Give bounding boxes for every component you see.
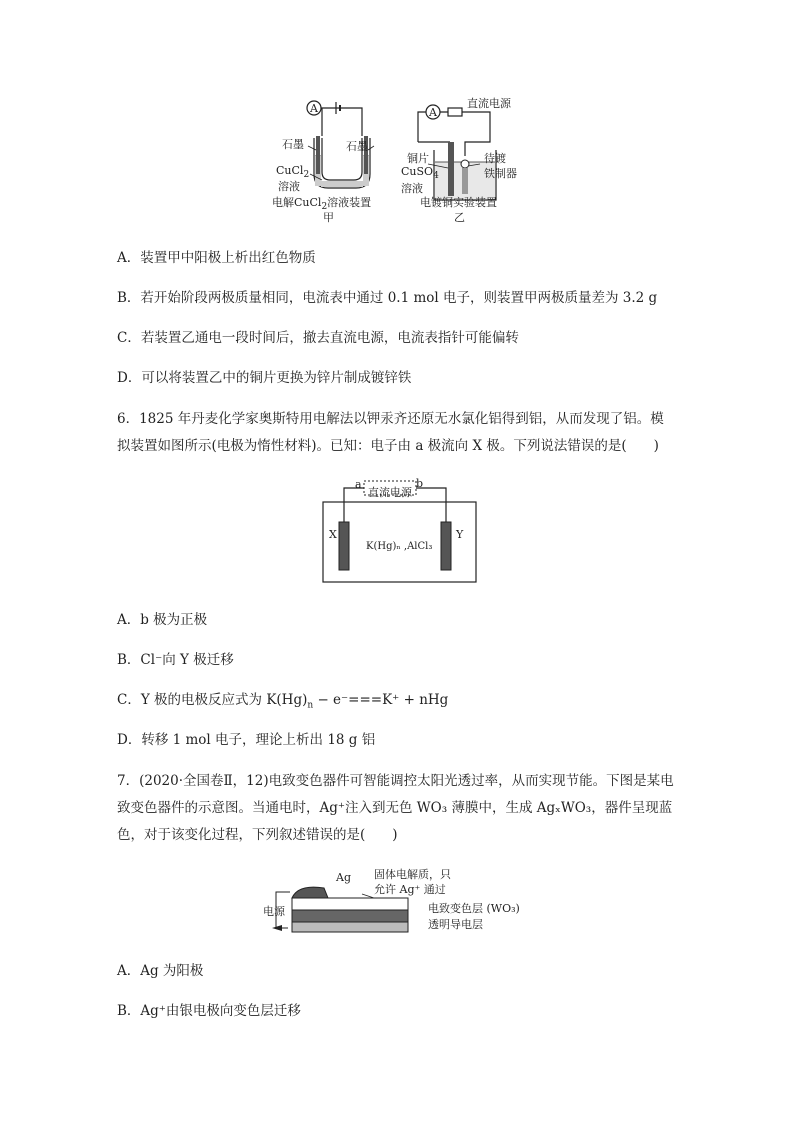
yi-solution-word: 溶液 — [401, 182, 423, 195]
q5-option-d: D．可以将装置乙中的铜片更换为锌片制成镀锌铁 — [117, 370, 412, 386]
q6-figure-a: a — [355, 478, 362, 491]
q7-figure-ag: Ag — [336, 871, 351, 884]
q5-option-c: C．若装置乙通电一段时间后，撤去直流电源，电流表指针可能偏转 — [117, 330, 519, 346]
q7-figure-electrolyte-1: 固体电解质，只 — [374, 868, 451, 881]
q7-option-a: A．Ag 为阳极 — [117, 963, 204, 979]
q6-figure-power: 直流电源 — [368, 486, 412, 499]
yi-target-label-1: 待镀 — [484, 152, 506, 165]
q5-option-a: A．装置甲中阳极上析出红色物质 — [117, 250, 316, 266]
yi-caption-name: 乙 — [454, 211, 465, 224]
q7-figure-power: 电源 — [263, 905, 285, 918]
q5-option-b: B．若开始阶段两极质量相同，电流表中通过 0.1 mol 电子，则装置甲两极质量差为 3.2 g — [117, 290, 658, 306]
q6-figure-electrolyte: K(Hg)ₙ ,AlCl₃ — [366, 541, 433, 552]
jia-left-electrode-label: 石墨 — [282, 138, 304, 151]
q6-stem-line-1: 6．1825 年丹麦化学家奥斯特用电解法以钾汞齐还原无水氯化铝得到铝，从而发现了铝。模 — [117, 411, 664, 427]
q6-figure-x: X — [329, 528, 337, 541]
q6-option-d: D．转移 1 mol 电子，理论上析出 18 g 铝 — [117, 732, 376, 748]
jia-caption: 电解CuCl$_2$溶液装置 — [272, 196, 372, 213]
q6-figure-b: b — [416, 477, 424, 490]
yi-solution-label: CuSO$_4$ — [401, 165, 439, 182]
q6-option-a: A．b 极为正极 — [117, 612, 208, 628]
q7-figure-layer-1: 电致变色层 (WO₃) — [428, 902, 520, 915]
q7-stem-line-2: 致变色器件的示意图。当通电时，Ag⁺注入到无色 WO₃ 薄膜中，生成 AgₓWO₃，器件呈现蓝 — [117, 800, 673, 816]
q6-option-b: B．Cl⁻向 Y 极迁移 — [117, 652, 234, 668]
q7-figure-electrolyte-2: 允许 Ag⁺ 通过 — [374, 883, 446, 896]
q7-stem-line-1: 7．(2020·全国卷Ⅱ，12)电致变色器件可智能调控太阳光透过率，从而实现节能。下图是某电 — [117, 773, 674, 789]
q6-option-c: C．Y 极的电极反应式为 $K(Hg)_n - e^-===K^+$ + nHg — [117, 692, 449, 711]
yi-copper-label: 铜片 — [407, 152, 429, 165]
q7-figure-layer-2: 透明导电层 — [428, 918, 483, 931]
q7-option-b: B．Ag⁺由银电极向变色层迁移 — [117, 1003, 301, 1019]
jia-caption-name: 甲 — [323, 211, 334, 224]
yi-power-label: 直流电源 — [467, 97, 511, 110]
yi-caption: 电镀铜实验装置 — [420, 196, 497, 209]
ammeter-label: A — [310, 102, 318, 115]
ammeter-label: A — [429, 106, 437, 119]
yi-target-label-2: 铁制器 — [484, 167, 517, 180]
q7-stem-line-3: 色，对于该变化过程，下列叙述错误的是( ) — [117, 827, 398, 843]
q6-figure-y: Y — [456, 528, 464, 541]
jia-solution-word: 溶液 — [278, 180, 300, 193]
jia-solution-label: CuCl$_2$ — [276, 164, 310, 181]
jia-right-electrode-label: 石墨 — [346, 140, 368, 153]
q6-stem-line-2: 拟装置如图所示(电极为惰性材料)。已知：电子由 a 极流向 X 极。下列说法错误的是( ) — [117, 438, 659, 454]
